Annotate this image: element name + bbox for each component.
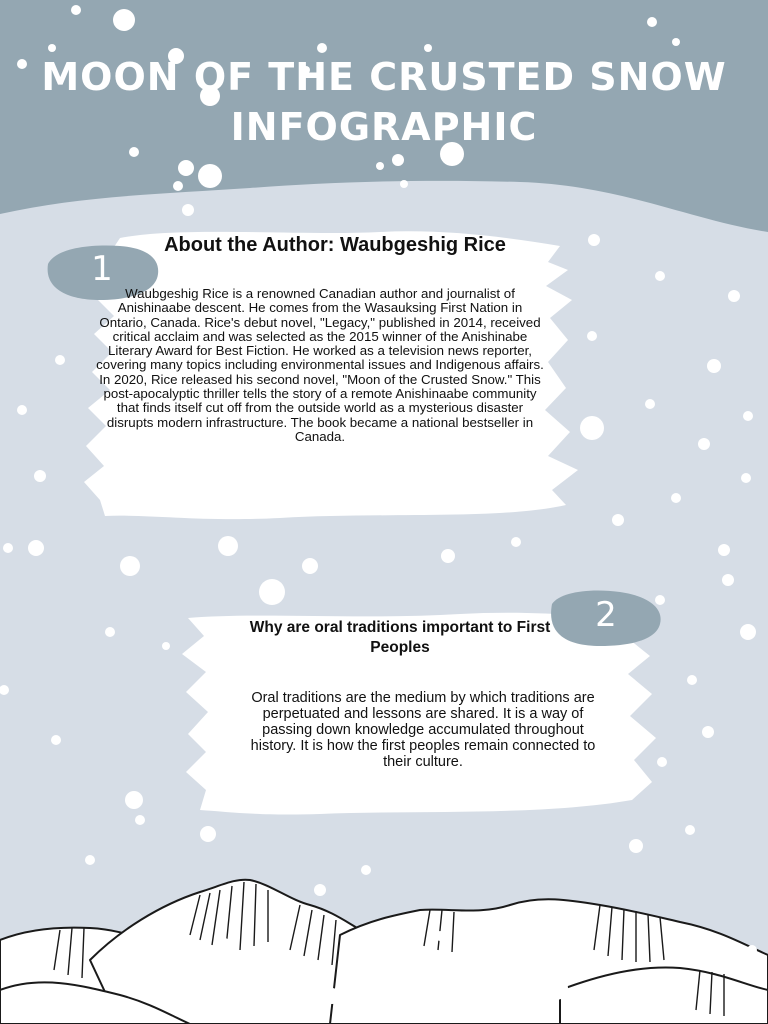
author-bio: Waubgeshig Rice is a renowned Canadian author and journalist of Anishinaabe descent. He comes from the Wasauksing First Nation in Ontario, Canada. Rice's debut novel, "Legacy," published in 2014, received critical acclaim and was selected as the 2015 winner of the Anishinabe Literary Award for Best Fiction. He worked as a television news reporter, covering many topics including environmental issues and Indigenous affairs. In 2020, Rice released his second novel, "Moon of the Crusted Snow." This post-apocalyptic thriller tells the story of a remote Anishinaabe community that finds itself cut off from the outside world as a mysterious disaster disrupts modern infrastructure. The book became a national bestseller in Canada. <box>96 286 544 444</box>
section-2-badge: 2 <box>595 595 617 635</box>
oral-traditions-heading: Why are oral traditions important to First Peoples <box>249 619 551 656</box>
section-1-badge: 1 <box>91 249 113 289</box>
page-title: MOON OF THE CRUSTED SNOW INFOGRAPHIC <box>41 55 727 149</box>
oral-traditions-text: Oral traditions are the medium by which traditions are perpetuated and lessons are shared. It is a way of passing down knowledge accumulated throughout history. It is how the first peoples remain connected to their culture. <box>250 690 596 770</box>
author-heading: About the Author: Waubgeshig Rice <box>164 234 506 256</box>
